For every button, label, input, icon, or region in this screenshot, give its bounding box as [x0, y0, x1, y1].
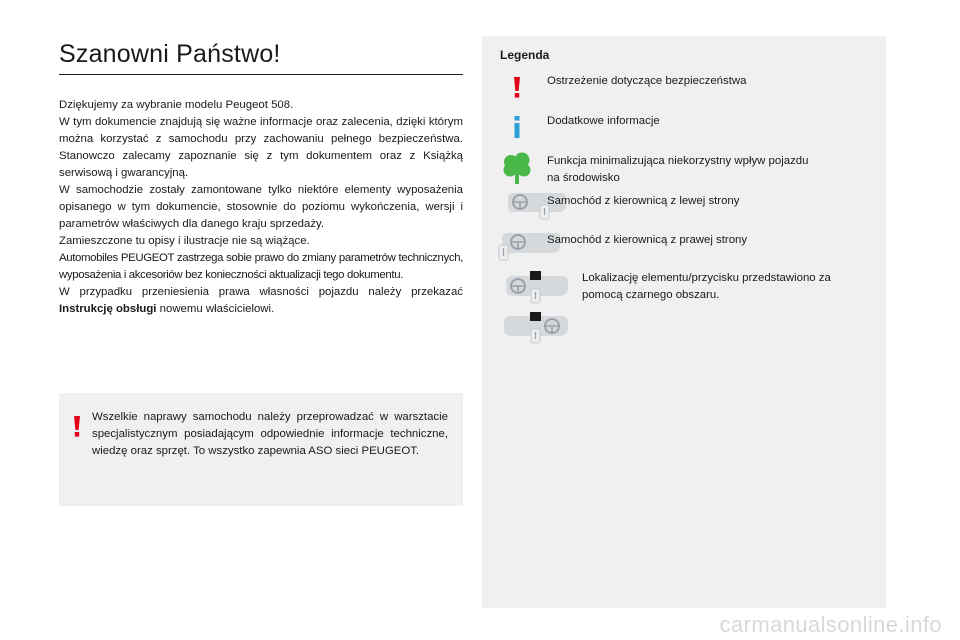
location-icon	[502, 268, 570, 304]
warning-icon	[73, 416, 81, 438]
intro-paragraph: Dziękujemy za wybranie modelu Peugeot 508.	[59, 99, 294, 111]
legend-item-location	[582, 270, 831, 304]
location-label-line1: Lokalizację elementu/przycisku przedstawiono za	[582, 272, 831, 284]
legend-title: Legenda	[500, 48, 550, 62]
eco-label-line1: Funkcja minimalizująca niekorzystny wpływ pojazdu	[547, 155, 809, 167]
title-divider	[59, 74, 463, 75]
transfer-paragraph	[59, 284, 463, 318]
legend-item-warning: Ostrzeżenie dotyczące bezpieczeństwa	[547, 75, 747, 87]
intro-paragraph: W tym dokumencie znajdują się ważne informacje oraz zalecenia, dzięki którym można korzystać z samochodu przy zachowaniu pełnego bezpieczeństwa. Stanowczo zalecamy zapoznanie się z tym dokumentem oraz z Książką serwisową i gwarancyjną.	[59, 116, 463, 179]
watermark: carmanualsonline.info	[719, 612, 942, 637]
warning-icon	[513, 77, 521, 99]
repair-warning-text: Wszelkie naprawy samochodu należy przeprowadzać w warsztacie specjalistycznym posiadającym odpowiednie informacje techniczne, wiedzę oraz sprzęt. To wszystko zapewnia ASO sieci PEUGEOT.	[92, 411, 448, 457]
location-icon	[502, 308, 570, 344]
repair-warning-box	[59, 393, 463, 506]
legend-item-eco	[547, 153, 808, 187]
eco-label-line2: na środowisko	[547, 172, 620, 184]
legend-panel	[482, 36, 886, 608]
legend-item-lhd: Samochód z kierownicą z lewej strony	[547, 195, 740, 207]
page-title: Szanowni Państwo!	[59, 40, 281, 68]
info-icon	[513, 116, 521, 138]
intro-column	[59, 30, 463, 318]
intro-paragraph: Automobiles PEUGEOT zastrzega sobie prawo do zmiany parametrów technicznych, wyposażenia i akcesoriów bez konieczności aktualizacji tego dokumentu.	[59, 252, 463, 281]
location-label-line2: pomocą czarnego obszaru.	[582, 289, 720, 301]
transfer-text-end: nowemu właścicielowi.	[156, 303, 275, 315]
intro-paragraph: W samochodzie zostały zamontowane tylko niektóre elementy wyposażenia opisanego w tym dokumencie, stosownie do poziomu wykończenia, wersji i parametrów właściwych dla danego kraju sprzedaży.	[59, 184, 463, 230]
legend-item-info: Dodatkowe informacje	[547, 115, 660, 127]
intro-paragraph: Zamieszczone tu opisy i ilustracje nie są wiążące.	[59, 235, 310, 247]
manual-name: Instrukcję obsługi	[59, 303, 157, 315]
intro-text	[59, 97, 463, 318]
legend-item-rhd: Samochód z kierownicą z prawej strony	[547, 234, 748, 246]
tree-icon	[503, 152, 531, 184]
transfer-text: W przypadku przeniesienia prawa własności pojazdu należy przekazać	[59, 286, 463, 298]
